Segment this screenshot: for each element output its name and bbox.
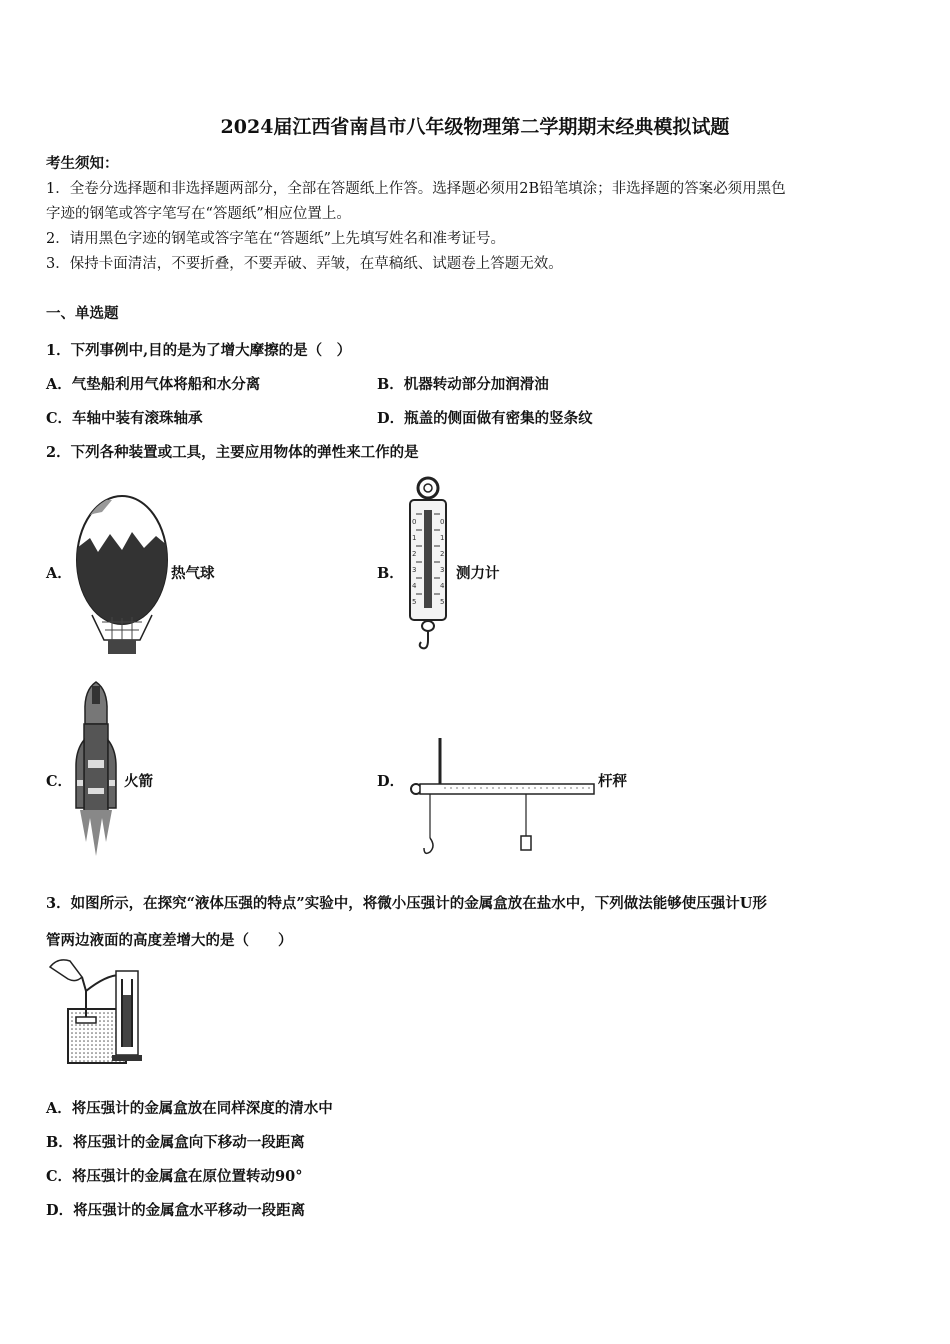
scale-tick-right-1: 1 — [440, 534, 445, 542]
q3-option-a: A．将压强计的金属盒放在同样深度的清水中 — [46, 1100, 333, 1117]
scale-tick-right-4: 4 — [440, 582, 445, 590]
notice-line-3: 3．保持卡面清洁，不要折叠，不要弄破、弄皱，在草稿纸、试题卷上答题无效。 — [46, 256, 563, 272]
q2-option-c-label: 火箭 — [124, 773, 153, 790]
steelyard-image — [404, 734, 596, 862]
q3-option-d: D．将压强计的金属盒水平移动一段距离 — [46, 1202, 306, 1219]
scale-tick-right-2: 2 — [440, 550, 445, 558]
hot-air-balloon-image — [72, 490, 172, 658]
notice-line-2: 2．请用黑色字迹的钢笔或答字笔在“答题纸”上先填写姓名和准考证号。 — [46, 231, 506, 247]
section-heading: 一、单选题 — [46, 305, 119, 322]
scale-tick-left-5: 5 — [412, 598, 417, 606]
notice-line-1b: 字迹的钢笔或答字笔写在“答题纸”相应位置上。 — [46, 206, 351, 222]
q3-option-c: C．将压强计的金属盒在原位置转动90° — [46, 1168, 303, 1185]
scale-tick-left-3: 3 — [412, 566, 417, 574]
page-title: 2024届江西省南昌市八年级物理第二学期期末经典模拟试题 — [220, 116, 730, 138]
scale-tick-right-3: 3 — [440, 566, 445, 574]
q2-option-b-label: 测力计 — [456, 565, 500, 582]
q3-stem-line-2: 管两边液面的高度差增大的是（ ） — [46, 932, 293, 949]
scale-tick-right-5: 5 — [440, 598, 445, 606]
notice-heading: 考生须知： — [46, 155, 119, 172]
pressure-gauge-image — [46, 955, 146, 1067]
scale-tick-left-0: 0 — [412, 518, 417, 526]
spring-scale-image — [404, 474, 452, 658]
scale-tick-left-1: 1 — [412, 534, 417, 542]
scale-tick-right-0: 0 — [440, 518, 445, 526]
q1-option-c: C．车轴中装有滚珠轴承 — [46, 410, 203, 427]
scale-tick-left-4: 4 — [412, 582, 417, 590]
q2-option-c-letter: C． — [46, 773, 73, 790]
scale-tick-left-2: 2 — [412, 550, 417, 558]
q1-stem: 1．下列事例中,目的是为了增大摩擦的是（ ） — [46, 342, 352, 359]
q1-option-a: A．气垫船利用气体将船和水分离 — [46, 376, 261, 393]
q1-option-d: D．瓶盖的侧面做有密集的竖条纹 — [377, 410, 593, 427]
q2-option-a-letter: A． — [46, 565, 72, 582]
q2-stem: 2．下列各种装置或工具，主要应用物体的弹性来工作的是 — [46, 444, 419, 461]
q2-option-d-label: 杆秤 — [598, 773, 627, 790]
rocket-image — [72, 680, 120, 860]
q3-stem-line-1: 3．如图所示，在探究“液体压强的特点”实验中，将微小压强计的金属盒放在盐水中，下列做法能够使压强计U形 — [46, 895, 767, 912]
q1-option-b: B．机器转动部分加润滑油 — [377, 376, 549, 393]
notice-line-1a: 1．全卷分选择题和非选择题两部分，全部在答题纸上作答。选择题必须用2B铅笔填涂；非选择题的答案必须用黑色 — [46, 181, 786, 197]
q2-option-d-letter: D． — [377, 773, 405, 790]
q2-option-a-label: 热气球 — [171, 565, 215, 582]
q3-option-b: B．将压强计的金属盒向下移动一段距离 — [46, 1134, 305, 1151]
q2-option-b-letter: B． — [377, 565, 404, 582]
